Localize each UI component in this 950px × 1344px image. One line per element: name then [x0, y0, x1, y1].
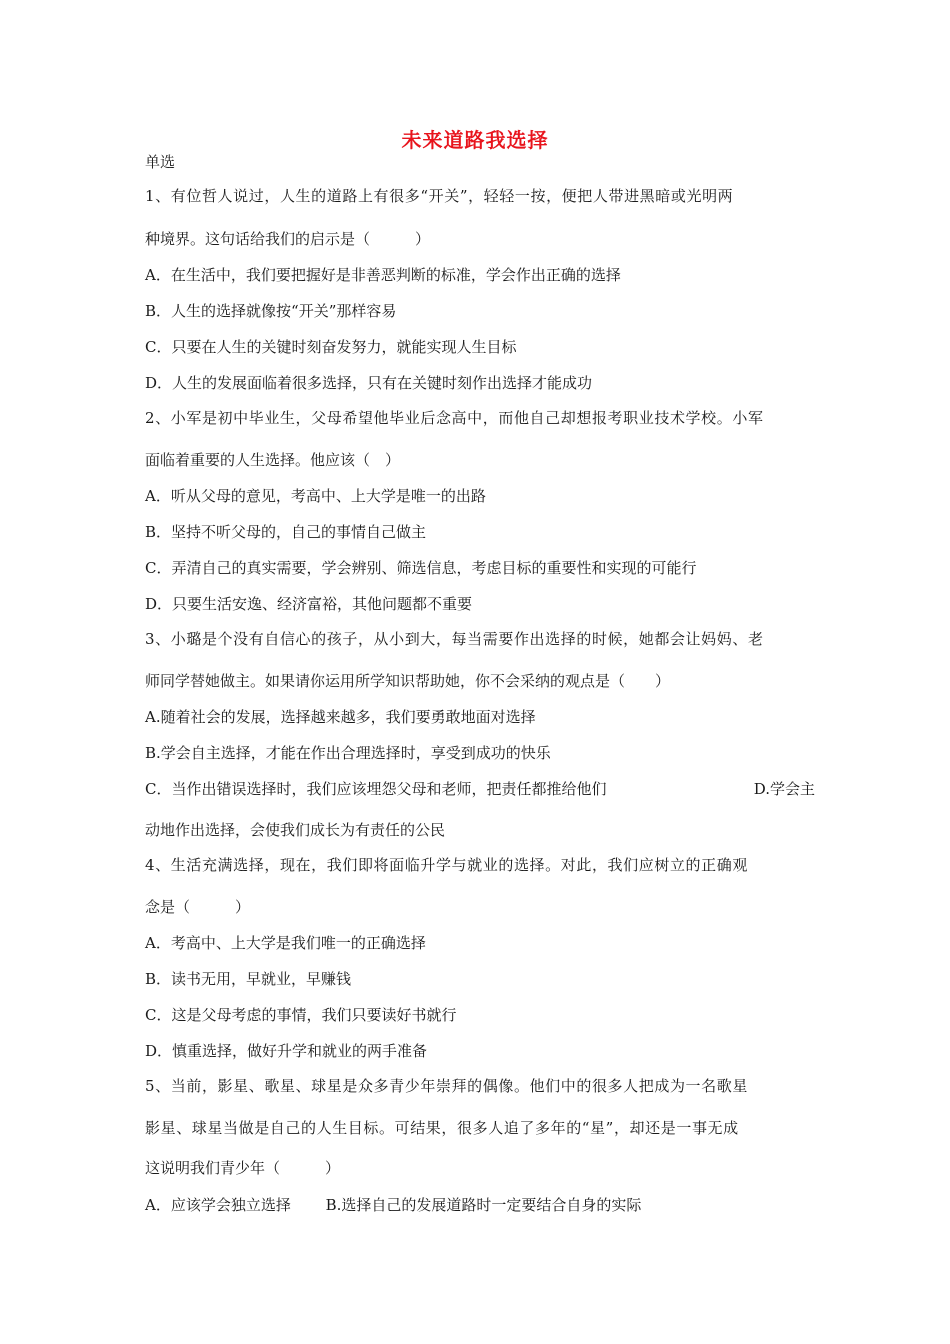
- q2-option-d: D．只要生活安逸、经济富裕，其他问题都不重要: [145, 595, 473, 613]
- q3-option-d-start: D.学会主: [753, 780, 815, 798]
- q4-stem-line-1: 4、生活充满选择，现在，我们即将面临升学与就业的选择。对此，我们应树立的正确观: [145, 856, 748, 874]
- q4-option-a: A．考高中、上大学是我们唯一的正确选择: [145, 934, 426, 952]
- q1-option-c: C．只要在人生的关键时刻奋发努力，就能实现人生目标: [145, 338, 517, 356]
- q2-option-c: C．弄清自己的真实需要，学会辨别、筛选信息，考虑目标的重要性和实现的可能行: [145, 559, 697, 577]
- q2-stem-line-1: 2、小军是初中毕业生，父母希望他毕业后念高中，而他自己却想报考职业技术学校。小军: [145, 409, 764, 427]
- q2-stem-line-2: 面临着重要的人生选择。他应该（ ）: [145, 451, 401, 469]
- q3-option-c: C．当作出错误选择时，我们应该埋怨父母和老师，把责任都推给他们: [145, 780, 607, 798]
- q1-option-b: B．人生的选择就像按“开关”那样容易: [145, 302, 397, 320]
- page-title: 未来道路我选择: [401, 128, 549, 152]
- q2-option-b: B．坚持不听父母的，自己的事情自己做主: [145, 523, 427, 541]
- q5-stem-line-3: 这说明我们青少年（ ）: [145, 1159, 341, 1177]
- q1-stem-line-1: 1、有位哲人说过，人生的道路上有很多“开关”，轻轻一按，便把人带进黑暗或光明两: [145, 187, 734, 205]
- q5-options: A．应该学会独立选择 B.选择自己的发展道路时一定要结合自身的实际: [145, 1196, 642, 1214]
- q3-stem-line-2: 师同学替她做主。如果请你运用所学知识帮助她，你不会采纳的观点是（ ）: [145, 672, 671, 690]
- q4-option-b: B．读书无用，早就业，早赚钱: [145, 970, 352, 988]
- q5-stem-line-1: 5、当前，影星、歌星、球星是众多青少年崇拜的偶像。他们中的很多人把成为一名歌星: [145, 1077, 748, 1095]
- q3-stem-line-1: 3、小璐是个没有自信心的孩子，从小到大，每当需要作出选择的时候，她都会让妈妈、老: [145, 630, 764, 648]
- section-label: 单选: [145, 153, 176, 171]
- q3-option-d-end: 动地作出选择，会使我们成长为有责任的公民: [145, 821, 446, 839]
- q1-option-d: D．人生的发展面临着很多选择，只有在关键时刻作出选择才能成功: [145, 374, 593, 392]
- q4-stem-line-2: 念是（ ）: [145, 898, 251, 916]
- q3-option-a: A.随着社会的发展，选择越来越多，我们要勇敢地面对选择: [145, 708, 536, 726]
- q2-option-a: A．听从父母的意见，考高中、上大学是唯一的出路: [145, 487, 486, 505]
- q5-stem-line-2: 影星、球星当做是自己的人生目标。可结果，很多人追了多年的“星”，却还是一事无成: [145, 1119, 739, 1137]
- q4-option-d: D．慎重选择，做好升学和就业的两手准备: [145, 1042, 428, 1060]
- q1-option-a: A．在生活中，我们要把握好是非善恶判断的标准，学会作出正确的选择: [145, 266, 621, 284]
- q1-stem-line-2: 种境界。这句话给我们的启示是（ ）: [145, 230, 431, 248]
- q3-option-b: B.学会自主选择，才能在作出合理选择时，享受到成功的快乐: [145, 744, 551, 762]
- q4-option-c: C．这是父母考虑的事情，我们只要读好书就行: [145, 1006, 457, 1024]
- q3-option-c-row: [145, 779, 815, 799]
